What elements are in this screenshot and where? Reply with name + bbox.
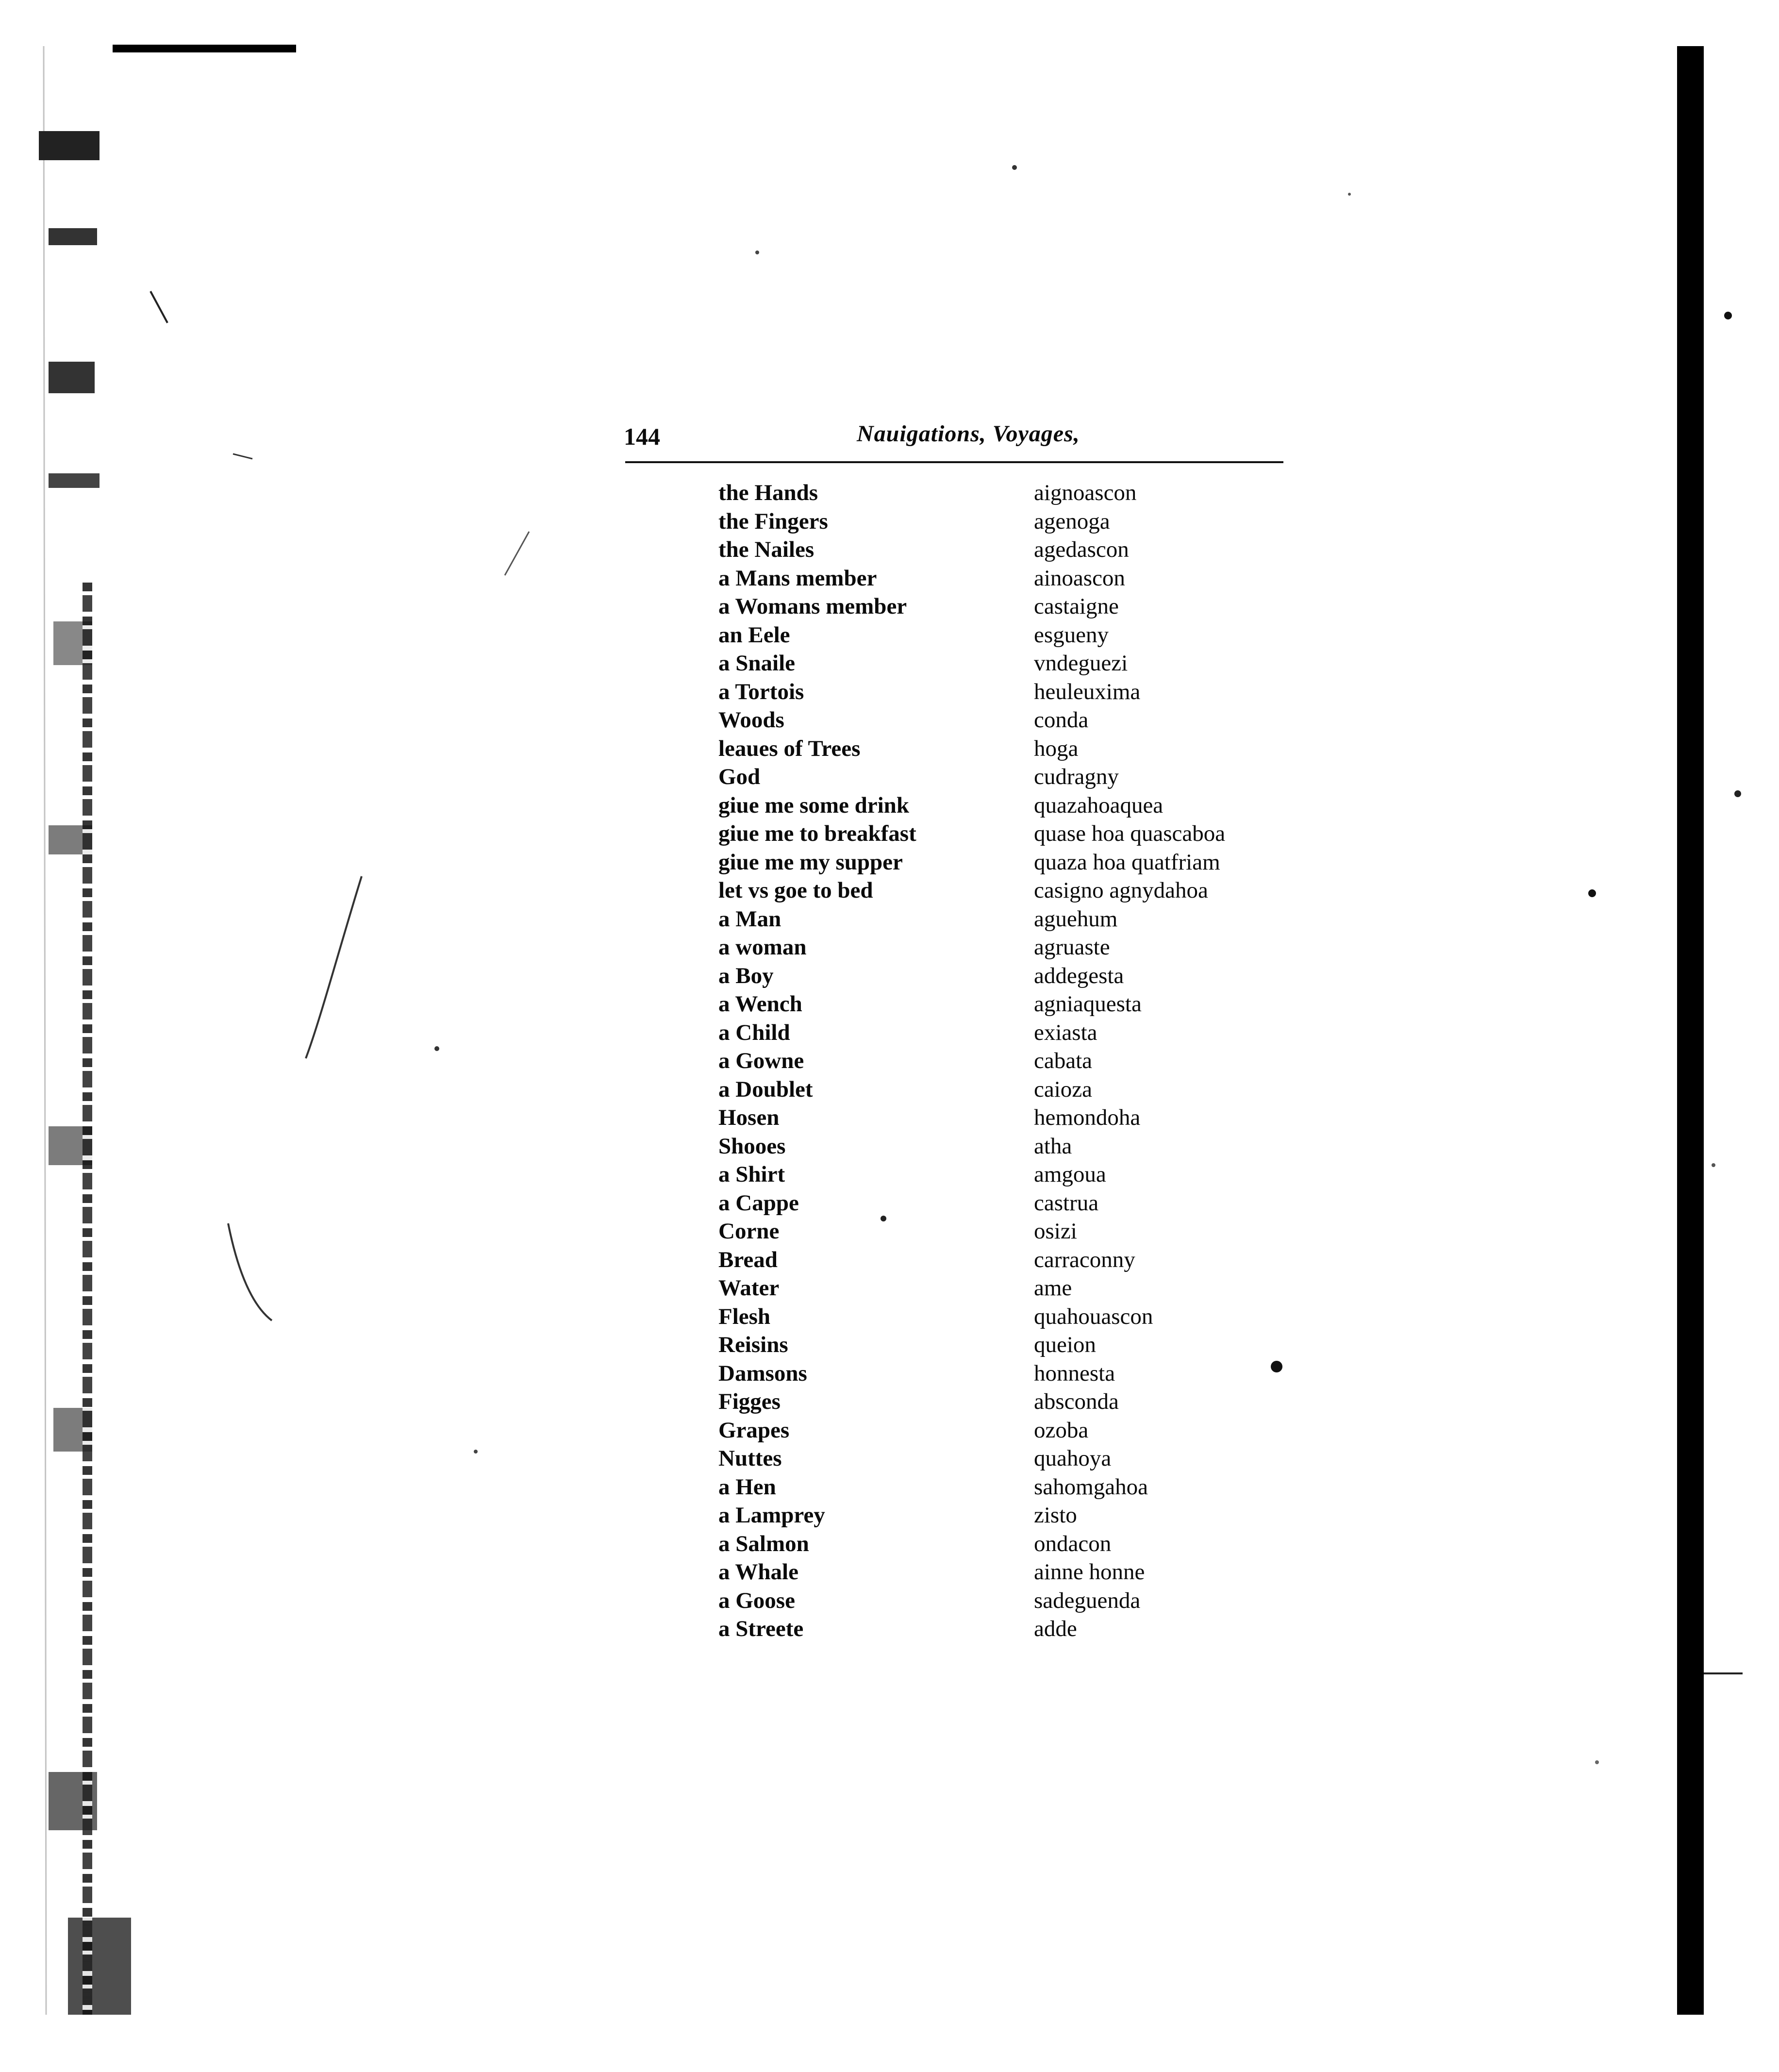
english-term: Grapes <box>718 1417 790 1443</box>
vocabulary-row <box>718 1445 1301 1474</box>
native-term: ainoascon <box>1034 565 1125 591</box>
vocabulary-row <box>718 707 1301 735</box>
native-term: esgueny <box>1034 622 1109 648</box>
native-term: quase hoa quascaboa <box>1034 821 1226 846</box>
native-term: ainne honne <box>1034 1559 1145 1585</box>
native-term: ozoba <box>1034 1417 1089 1443</box>
native-term: absconda <box>1034 1389 1119 1414</box>
vocabulary-row <box>718 1048 1301 1076</box>
english-term: a Tortois <box>718 679 804 704</box>
english-term: giue me some drink <box>718 792 909 818</box>
vocabulary-row <box>718 1616 1301 1644</box>
vocabulary-row <box>718 679 1301 707</box>
english-term: an Eele <box>718 622 790 648</box>
vocabulary-row <box>718 849 1301 878</box>
english-term: a Salmon <box>718 1531 809 1556</box>
vocabulary-row <box>718 1161 1301 1190</box>
native-term: agniaquesta <box>1034 991 1142 1017</box>
native-term: osizi <box>1034 1219 1077 1244</box>
vocabulary-row <box>718 906 1301 935</box>
native-term: zisto <box>1034 1503 1077 1528</box>
english-term: the Fingers <box>718 508 828 534</box>
vocabulary-row <box>718 1531 1301 1559</box>
native-term: quaza hoa quatfriam <box>1034 849 1220 875</box>
native-term: caioza <box>1034 1076 1093 1102</box>
english-term: a Hen <box>718 1474 776 1500</box>
english-term: a woman <box>718 935 807 960</box>
vocabulary-row <box>718 1019 1301 1048</box>
english-term: a Cappe <box>718 1190 799 1216</box>
native-term: addegesta <box>1034 963 1124 988</box>
vocabulary-row <box>718 650 1301 679</box>
scan-edge-shadow <box>1677 46 1704 2015</box>
vocabulary-row <box>718 764 1301 792</box>
english-term: Bread <box>718 1247 778 1272</box>
english-term: a Wench <box>718 991 802 1017</box>
native-term: aguehum <box>1034 906 1118 932</box>
vocabulary-row <box>718 565 1301 594</box>
native-term: casigno agnydahoa <box>1034 878 1208 903</box>
english-term: leaues of Trees <box>718 735 861 761</box>
native-term: hemondoha <box>1034 1105 1141 1130</box>
vocabulary-row <box>718 934 1301 963</box>
vocabulary-row <box>718 1502 1301 1531</box>
vocabulary-row <box>718 1076 1301 1105</box>
english-term: a Man <box>718 906 781 932</box>
vocabulary-row <box>718 1587 1301 1616</box>
english-term: a Whale <box>718 1559 798 1585</box>
english-term: Corne <box>718 1219 780 1244</box>
vocabulary-row <box>718 593 1301 622</box>
english-term: giue me to breakfast <box>718 821 916 846</box>
english-term: Hosen <box>718 1105 780 1130</box>
english-term: let vs goe to bed <box>718 878 873 903</box>
vocabulary-row <box>718 1474 1301 1503</box>
vocabulary-row <box>718 1388 1301 1417</box>
english-term: Shooes <box>718 1133 786 1159</box>
vocabulary-row <box>718 1275 1301 1303</box>
vocabulary-row <box>718 792 1301 821</box>
vocabulary-row <box>718 877 1301 906</box>
page-header <box>624 417 1284 455</box>
native-term: agenoga <box>1034 508 1110 534</box>
binding-shadow <box>83 583 92 2015</box>
native-term: queion <box>1034 1332 1096 1357</box>
native-term: honnesta <box>1034 1360 1115 1386</box>
vocabulary-row <box>718 1417 1301 1446</box>
english-term: giue me my supper <box>718 849 903 875</box>
native-term: atha <box>1034 1133 1072 1159</box>
vocabulary-row <box>718 1190 1301 1219</box>
vocabulary-row <box>718 820 1301 849</box>
english-term: Nuttes <box>718 1446 782 1471</box>
native-term: vndeguezi <box>1034 651 1128 676</box>
english-term: a Mans member <box>718 565 877 591</box>
native-term: ondacon <box>1034 1531 1112 1556</box>
native-term: amgoua <box>1034 1162 1106 1187</box>
vocabulary-row <box>718 1360 1301 1389</box>
english-term: Flesh <box>718 1303 771 1329</box>
native-term: quahouascon <box>1034 1303 1153 1329</box>
english-term: a Boy <box>718 963 774 988</box>
native-term: conda <box>1034 707 1089 733</box>
native-term: castrua <box>1034 1190 1099 1216</box>
vocabulary-row <box>718 963 1301 991</box>
native-term: aignoascon <box>1034 480 1137 505</box>
english-term: a Goose <box>718 1587 795 1613</box>
vocabulary-row <box>718 1303 1301 1332</box>
english-term: God <box>718 764 761 789</box>
english-term: the Hands <box>718 480 818 505</box>
vocabulary-row <box>718 1247 1301 1275</box>
running-title: Nauigations, Voyages, <box>857 421 1080 447</box>
native-term: castaigne <box>1034 594 1119 619</box>
native-term: agruaste <box>1034 935 1110 960</box>
native-term: cudragny <box>1034 764 1119 789</box>
native-term: ame <box>1034 1275 1072 1301</box>
header-rule <box>625 461 1283 463</box>
english-term: Figges <box>718 1389 781 1414</box>
vocabulary-row <box>718 480 1301 508</box>
english-term: a Snaile <box>718 651 796 676</box>
vocabulary-row <box>718 1332 1301 1360</box>
vocabulary-row <box>718 1559 1301 1587</box>
native-term: adde <box>1034 1616 1077 1641</box>
native-term: quahoya <box>1034 1446 1112 1471</box>
english-term: a Womans member <box>718 594 907 619</box>
native-term: agedascon <box>1034 537 1129 562</box>
vocabulary-row <box>718 735 1301 764</box>
native-term: carraconny <box>1034 1247 1135 1272</box>
native-term: heuleuxima <box>1034 679 1141 704</box>
native-term: exiasta <box>1034 1019 1097 1045</box>
native-term: sahomgahoa <box>1034 1474 1148 1500</box>
english-term: Water <box>718 1275 780 1301</box>
native-term: quazahoaquea <box>1034 792 1164 818</box>
english-term: a Lamprey <box>718 1503 825 1528</box>
vocabulary-row <box>718 508 1301 537</box>
vocabulary-row <box>718 1218 1301 1247</box>
english-term: the Nailes <box>718 537 815 562</box>
native-term: hoga <box>1034 735 1079 761</box>
native-term: sadeguenda <box>1034 1587 1141 1613</box>
vocabulary-row <box>718 1104 1301 1133</box>
page-number: 144 <box>624 423 660 450</box>
vocabulary-row <box>718 1133 1301 1162</box>
vocabulary-row <box>718 622 1301 651</box>
english-term: a Child <box>718 1019 790 1045</box>
vocabulary-list <box>718 480 1301 1644</box>
english-term: Woods <box>718 707 784 733</box>
english-term: a Streete <box>718 1616 804 1641</box>
scan-border-top <box>113 45 296 52</box>
english-term: a Doublet <box>718 1076 813 1102</box>
vocabulary-row <box>718 536 1301 565</box>
native-term: cabata <box>1034 1048 1093 1073</box>
english-term: a Gowne <box>718 1048 804 1073</box>
english-term: a Shirt <box>718 1162 785 1187</box>
english-term: Damsons <box>718 1360 807 1386</box>
english-term: Reisins <box>718 1332 788 1357</box>
vocabulary-row <box>718 991 1301 1019</box>
